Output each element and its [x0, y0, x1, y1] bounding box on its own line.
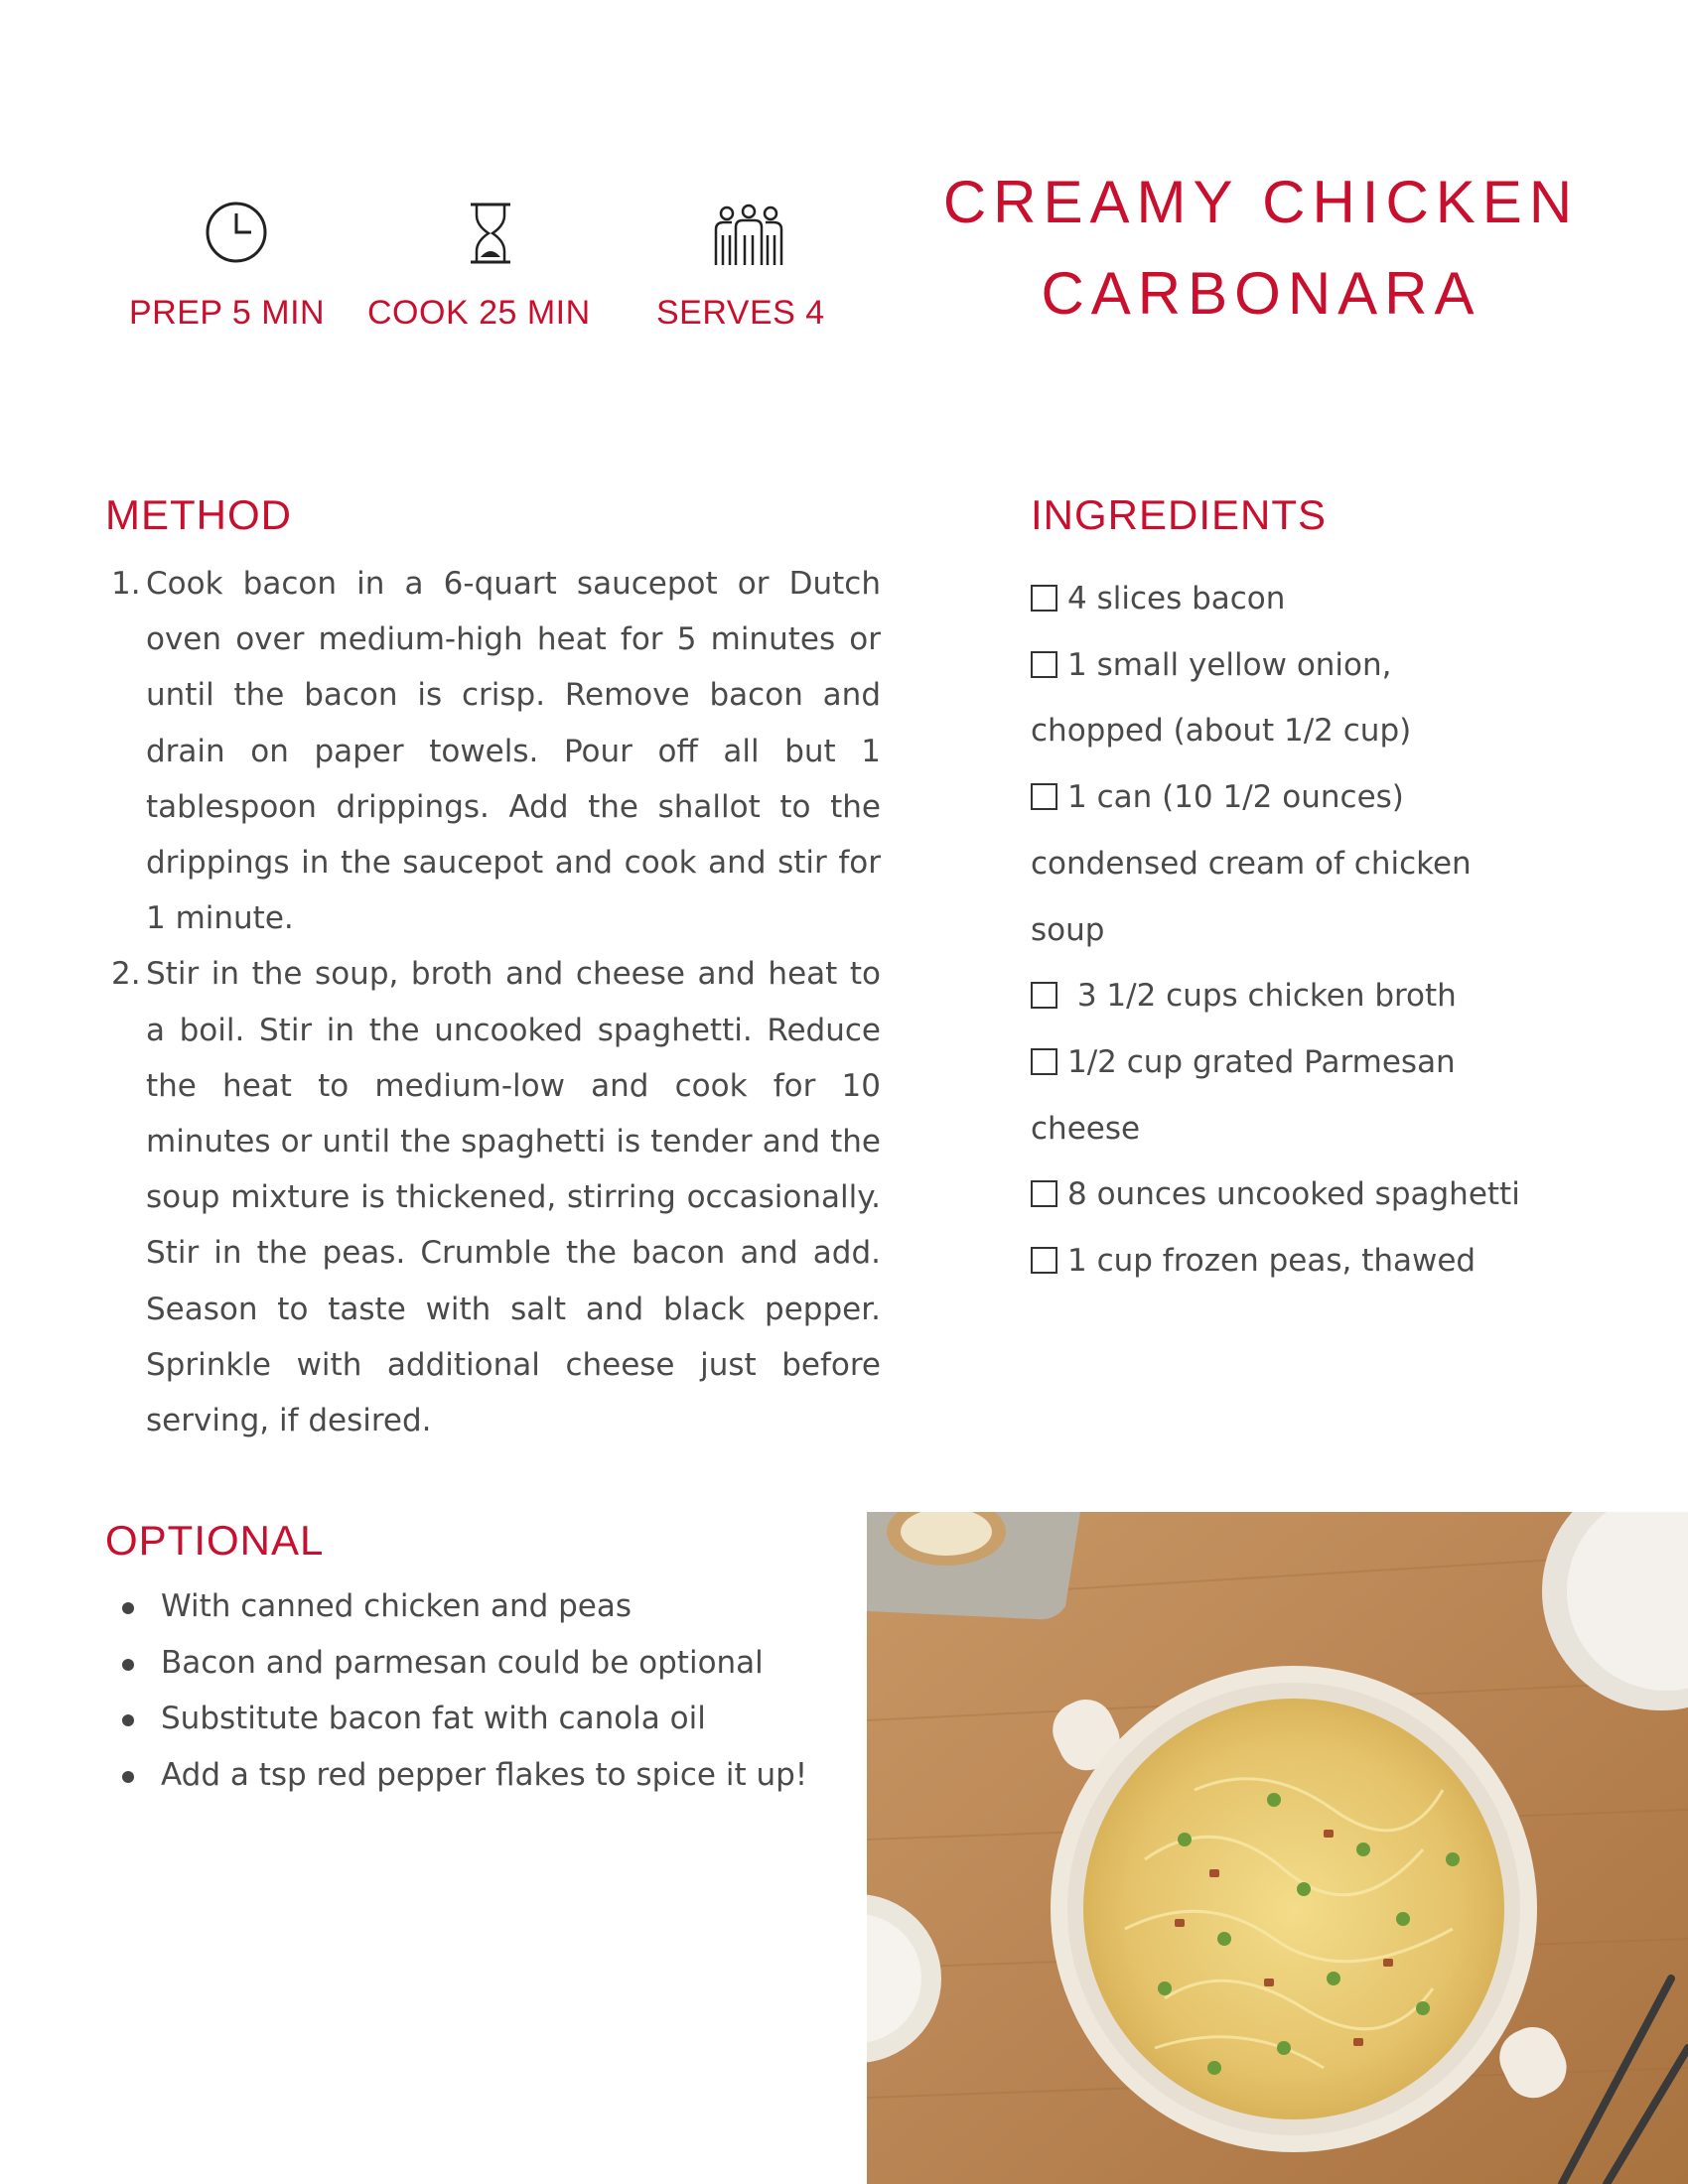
recipe-title-line1: CREAMY CHICKEN	[942, 169, 1580, 235]
ingredients-heading: INGREDIENTS	[1031, 491, 1328, 538]
ingredient-text: 4 slices bacon	[1067, 581, 1286, 616]
ingredient-item	[1031, 764, 1626, 963]
step-number: 2.	[111, 956, 141, 993]
ingredient-checkbox[interactable]	[1031, 982, 1057, 1009]
ingredient-item	[1031, 632, 1626, 764]
ingredient-item	[1031, 1161, 1626, 1228]
ingredient-text: 1 small yellow onion,	[1067, 646, 1392, 683]
method-steps	[104, 556, 881, 1448]
recipe-title-line2: CARBONARA	[1041, 260, 1481, 327]
method-heading: METHOD	[105, 491, 292, 538]
step-text: Cook bacon in a 6-quart saucepot or Dutch oven over medium-high heat for 5 minutes or until the bacon is crisp. Remove bacon and drain on paper towels. Pour off all but 1 tablespoon drippings. Add the shallot to the drippings in the saucepot and cook and stir for 1 minute.	[146, 566, 881, 937]
ingredient-checkbox[interactable]	[1031, 585, 1057, 612]
cook-time: COOK 25 MIN	[367, 294, 591, 332]
ingredient-text: 8 ounces uncooked spaghetti	[1067, 1176, 1520, 1213]
clock-icon	[206, 202, 267, 263]
optional-item	[119, 1747, 834, 1804]
ingredient-text-cont: cheese	[1031, 1110, 1141, 1147]
dish-illustration	[867, 1512, 1688, 2184]
bullet-icon	[122, 1771, 134, 1783]
ingredient-checkbox[interactable]	[1031, 1048, 1057, 1075]
ingredient-checkbox[interactable]	[1031, 783, 1057, 810]
ingredient-text: 1 cup frozen peas, thawed	[1067, 1243, 1477, 1280]
prep-time: PREP 5 MIN	[129, 294, 326, 332]
servings: SERVES 4	[656, 294, 825, 332]
ingredient-checkbox[interactable]	[1031, 1180, 1057, 1207]
bullet-icon	[122, 1659, 134, 1671]
optional-text: Bacon and parmesan could be optional	[161, 1644, 764, 1681]
ingredient-text: 1 can (10 1/2 ounces)	[1067, 779, 1404, 816]
ingredient-text: 3 1/2 cups chicken broth	[1067, 978, 1457, 1015]
optional-item	[119, 1691, 834, 1747]
step-number: 1.	[111, 566, 141, 602]
recipe-title	[904, 157, 1618, 340]
ingredient-checkbox[interactable]	[1031, 1247, 1057, 1274]
ingredient-text-cont: chopped (about 1/2 cup)	[1031, 713, 1412, 750]
optional-item	[119, 1635, 834, 1692]
ingredient-text-cont: condensed cream of chicken soup	[1031, 845, 1472, 948]
optional-text: With canned chicken and peas	[161, 1588, 633, 1624]
method-step	[104, 556, 881, 946]
optional-list	[119, 1578, 834, 1803]
people-icon	[712, 204, 785, 267]
ingredient-item	[1031, 1228, 1626, 1295]
optional-text: Add a tsp red pepper flakes to spice it up!	[161, 1756, 808, 1793]
ingredient-text: 1/2 cup grated Parmesan	[1067, 1043, 1456, 1080]
bullet-icon	[122, 1714, 134, 1726]
dish-photo	[867, 1512, 1688, 2184]
ingredient-item	[1031, 963, 1626, 1029]
step-text: Stir in the soup, broth and cheese and heat to a boil. Stir in the uncooked spaghetti. Reduce the heat to medium-low and cook for 10 minutes or until the spaghetti is tender and the soup mixture is thickened, stirring occasionally. Stir in the peas. Crumble the bacon and add. Season to taste with salt and black pepper. Sprinkle with additional cheese just before serving, if desired.	[146, 956, 881, 1439]
optional-text: Substitute bacon fat with canola oil	[161, 1701, 706, 1736]
ingredient-item	[1031, 1029, 1626, 1161]
ingredient-item	[1031, 566, 1626, 632]
optional-item	[119, 1578, 834, 1635]
bullet-icon	[122, 1602, 134, 1614]
ingredients-list	[1031, 566, 1626, 1295]
hourglass-icon	[467, 202, 514, 265]
method-step	[104, 946, 881, 1448]
ingredient-checkbox[interactable]	[1031, 651, 1057, 678]
optional-heading: OPTIONAL	[105, 1517, 325, 1564]
